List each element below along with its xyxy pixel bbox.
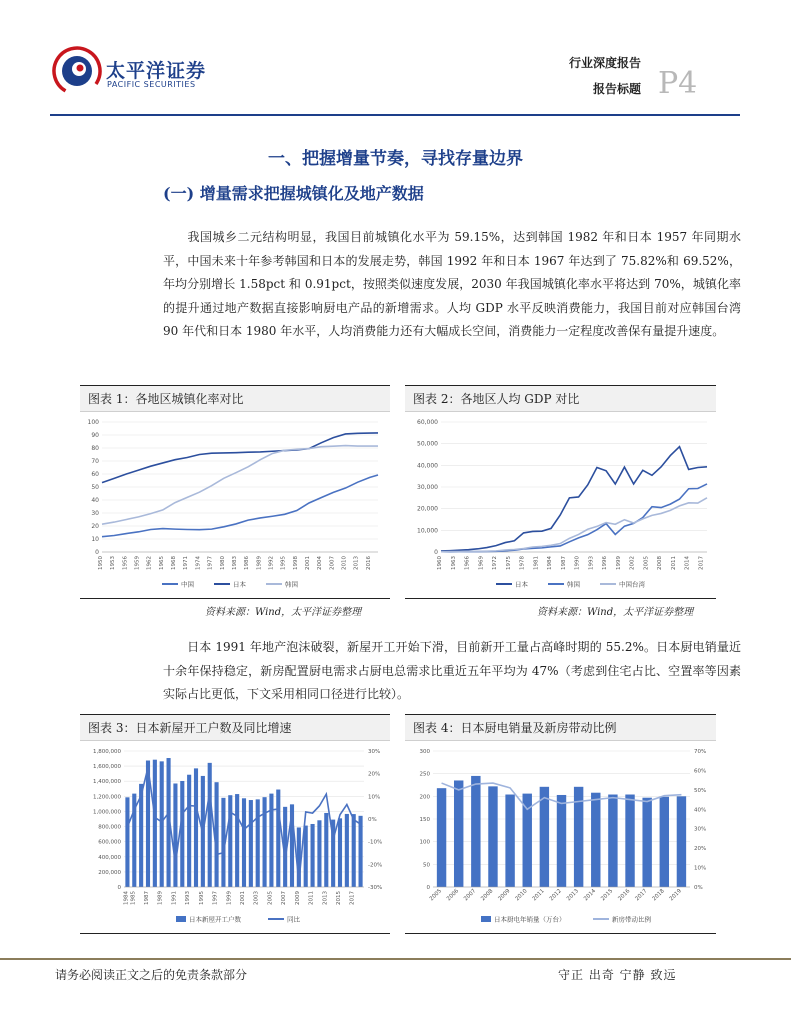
y-left-tick-label: 1,200,000 [93,794,121,801]
y-tick-label: 60,000 [417,419,438,426]
x-tick-label: 1996 [602,556,609,570]
x-tick-label: 1969 [478,556,485,570]
x-tick-label: 2007 [281,891,288,905]
y-tick-label: 0 [434,549,438,556]
x-tick-label: 1995 [280,556,287,570]
x-tick-label: 2005 [267,891,274,905]
x-tick-label: 1991 [171,891,178,905]
y-tick-label: 10,000 [417,527,438,535]
x-tick-label: 2002 [629,556,636,570]
y-left-tick-label: 300 [419,749,430,755]
x-tick-label: 2008 [657,556,664,570]
x-tick-label: 2010 [514,888,529,903]
bar [194,768,198,887]
y-left-tick-label: 600,000 [98,839,121,846]
figure-1-source: 资料来源：Wind，太平洋证券整理 [205,607,362,618]
legend-label: 韩国 [567,580,580,589]
bar [557,795,566,887]
legend-label: 日本 [233,580,246,589]
figure-1 [80,385,390,599]
bar [180,781,184,887]
y-right-tick-label: 20% [368,771,381,778]
bar [311,824,315,887]
y-right-tick-label: 10% [694,865,707,872]
x-tick-label: 2016 [365,556,372,570]
legend-label: 日本 [515,580,528,589]
y-left-tick-label: 150 [419,817,430,823]
bar [125,797,129,887]
x-tick-label: 2013 [565,888,581,903]
x-tick-label: 1993 [588,556,595,570]
x-tick-label: 1990 [574,556,581,570]
y-right-tick-label: 70% [694,749,707,755]
x-tick-label: 2011 [531,888,546,903]
y-right-tick-label: 0% [694,885,703,891]
x-tick-label: 1980 [219,556,226,570]
y-tick-label: 10 [91,536,99,543]
y-right-tick-label: 10% [368,794,381,801]
x-tick-label: 1960 [437,556,443,570]
figure-2 [405,385,716,599]
bar [642,798,651,887]
y-right-tick-label: 30% [368,749,381,755]
x-tick-label: 1992 [268,556,275,570]
x-tick-label: 1984 [123,891,130,905]
subsection-title: (一) 增量需求把握城镇化及地产数据 [163,184,424,203]
x-tick-label: 1981 [533,556,540,570]
bar [256,799,260,887]
x-tick-label: 2011 [308,891,315,905]
y-tick-label: 60 [91,471,99,478]
y-tick-label: 40 [91,497,99,504]
y-tick-label: 50,000 [417,440,438,448]
figure-3 [80,714,390,934]
x-tick-label: 1998 [292,556,299,570]
page-number: P4 [658,66,698,101]
bar [591,793,600,887]
bar [437,788,446,887]
body-paragraph-2 [163,636,741,707]
figure-1-chart [80,412,390,594]
legend-label: 韩国 [285,580,298,589]
y-right-tick-label: 0% [368,817,377,823]
y-right-tick-label: -20% [368,862,383,869]
x-tick-label: 1999 [226,891,233,905]
x-tick-label: 2001 [305,556,311,570]
bar [608,795,617,887]
y-left-tick-label: 0 [426,885,430,891]
x-tick-label: 2001 [240,891,246,905]
x-tick-label: 2013 [322,891,329,905]
x-tick-label: 2014 [684,556,691,570]
y-right-tick-label: 30% [694,826,707,833]
y-tick-label: 50 [91,484,99,491]
x-tick-label: 1983 [231,556,238,570]
series-line [102,433,378,483]
bar [505,795,514,887]
bar [153,760,157,887]
x-tick-label: 2013 [353,556,360,570]
bar [677,796,686,887]
x-tick-label: 1978 [519,556,526,570]
y-right-tick-label: 50% [694,787,707,794]
report-type: 行业深度报告 [568,56,641,70]
x-tick-label: 2007 [329,556,336,570]
bar [249,800,253,887]
legend-label: 同比 [287,915,300,924]
company-logo-icon [52,46,102,96]
x-tick-label: 2011 [670,556,677,570]
y-tick-label: 20 [91,523,99,530]
y-tick-label: 40,000 [417,462,438,470]
company-motto: 守正 出奇 宁静 致远 [558,968,677,982]
x-tick-label: 2003 [253,891,260,905]
bar [471,776,480,887]
bar [488,786,497,887]
legend-label: 日本厨电年销量（万台） [494,915,566,924]
legend-label: 新房带动比例 [612,915,651,924]
x-tick-label: 1959 [134,556,141,570]
x-tick-label: 2019 [668,888,683,903]
figure-4-title: 图表 4：日本厨电销量及新房带动比例 [405,715,716,741]
bar [324,813,328,887]
y-left-tick-label: 1,800,000 [93,749,121,755]
bar [160,761,164,887]
x-tick-label: 1950 [98,556,104,570]
body-paragraph-2-text: 日本 1991 年地产泡沫破裂，新屋开工开始下滑，目前新开工量占高峰时期的 55.2%。日本厨电销量近十余年保持稳定，新房配置厨电需求占厨电总需求比重近五年平均为 47%（考虑到住宅占比、空置率等因素实际占比更低，下文采用相同口径进行比较）。 [163,640,741,702]
x-tick-label: 1968 [171,556,178,570]
disclaimer-note: 请务必阅读正文之后的免责条款部分 [55,968,248,982]
bar [187,775,191,887]
x-tick-label: 1975 [505,556,512,570]
y-tick-label: 30 [91,510,99,517]
y-left-tick-label: 50 [423,862,430,869]
bar [352,814,356,887]
y-left-tick-label: 400,000 [98,854,121,861]
x-tick-label: 1974 [195,556,202,570]
x-tick-label: 2006 [445,888,461,903]
y-tick-label: 90 [91,432,99,439]
bar [338,818,342,887]
x-tick-label: 2009 [497,888,512,903]
x-tick-label: 2012 [548,888,563,903]
footer-divider [0,958,791,960]
y-right-tick-label: 40% [694,807,707,814]
x-tick-label: 2005 [643,556,650,570]
bar [540,787,549,887]
y-tick-label: 100 [87,419,99,426]
bar [173,783,177,887]
bar [625,795,634,887]
x-tick-label: 2017 [349,891,356,905]
x-tick-label: 1965 [158,556,165,570]
y-left-tick-label: 100 [419,839,430,846]
x-tick-label: 1989 [256,556,263,570]
figure-1-title: 图表 1：各地区城镇化率对比 [80,386,390,412]
figure-3-chart [80,741,390,929]
x-tick-label: 2016 [617,888,632,903]
y-left-tick-label: 200,000 [98,869,121,876]
y-left-tick-label: 200 [419,794,430,801]
legend-swatch [481,916,491,922]
legend-swatch [176,916,186,922]
x-tick-label: 1987 [144,891,150,905]
body-paragraph-1 [163,226,741,344]
y-tick-label: 80 [91,445,99,452]
y-right-tick-label: -30% [368,885,383,891]
x-tick-label: 2008 [480,888,495,903]
y-right-tick-label: -10% [368,839,383,846]
x-tick-label: 2004 [317,556,324,570]
x-tick-label: 1986 [244,556,251,570]
x-tick-label: 1972 [492,556,499,570]
report-title-label: 报告标题 [592,82,641,96]
company-name-cn: 太平洋证券 [106,60,207,82]
x-tick-label: 2010 [341,556,348,570]
company-name-en: PACIFIC SECURITIES [107,80,196,89]
x-tick-label: 1953 [110,556,117,570]
figure-2-title: 图表 2：各地区人均 GDP 对比 [405,386,716,412]
y-tick-label: 20,000 [417,505,438,513]
y-left-tick-label: 250 [419,771,430,778]
y-left-tick-label: 800,000 [98,824,121,831]
body-paragraph-1-text: 我国城乡二元结构明显，我国目前城镇化水平为 59.15%，达到韩国 1982 年和日本 1957 年同期水平，中国未来十年参考韩国和日本的发展走势，韩国 1992 年和日本 1967 年达到了 75.82%和 69.52%，年均分别增长 1.58pct 和 0.91pct，按照类似速度发展，2030 年我国城镇化率水平将达到 70%，城镇化率的提升通过地产数据直接影响厨电产品的新增需求。人均 GDP 水平反映消费能力，我国目前对应韩国台湾 90 年代和日本 1980 年水平，人均消费能力还有大幅成长空间，消费能力一定程度改善保有量提升速度。 [163,230,741,339]
x-tick-label: 1997 [212,891,219,905]
legend-label: 中国 [181,580,194,589]
series-line [102,446,378,525]
series-line [441,447,707,551]
figure-2-chart [405,412,716,594]
x-tick-label: 1966 [464,556,471,570]
bar [454,780,463,887]
x-tick-label: 1971 [183,556,190,570]
x-tick-label: 1984 [547,556,554,570]
y-left-tick-label: 0 [117,885,121,891]
x-tick-label: 1989 [157,891,164,905]
x-tick-label: 1963 [450,556,457,570]
x-tick-label: 1995 [198,891,205,905]
y-right-tick-label: 20% [694,846,707,853]
legend-label: 中国台湾 [619,580,645,589]
bar [660,797,669,887]
bar [263,797,267,887]
x-tick-label: 1993 [185,891,192,905]
x-tick-label: 1977 [207,556,214,570]
bar [269,794,273,887]
x-tick-label: 2015 [336,891,342,905]
x-tick-label: 2007 [463,888,478,903]
y-tick-label: 0 [95,549,99,556]
section-title: 一、把握增量节奏，寻找存量边界 [268,149,523,169]
bar [208,763,212,887]
bar [242,798,246,887]
figure-4 [405,714,716,934]
bar [345,814,349,887]
x-tick-label: 2009 [294,891,301,905]
bar [276,790,280,887]
x-tick-label: 1985 [130,891,137,905]
y-left-tick-label: 1,000,000 [93,809,121,816]
x-tick-label: 2014 [583,888,598,903]
bar [235,794,239,887]
header-divider [50,114,740,116]
x-tick-label: 2018 [651,888,666,903]
bar [228,795,232,887]
y-tick-label: 70 [91,458,99,465]
figure-2-source: 资料来源：Wind，太平洋证券整理 [537,607,694,618]
x-tick-label: 2017 [634,888,649,903]
bar [317,820,321,887]
y-left-tick-label: 1,600,000 [93,764,121,771]
x-tick-label: 2017 [698,556,705,570]
y-tick-label: 30,000 [417,484,438,491]
y-left-tick-label: 1,400,000 [93,779,121,786]
x-tick-label: 1987 [560,556,567,570]
bar [359,816,363,887]
x-tick-label: 2015 [600,888,615,903]
x-tick-label: 2005 [428,888,443,903]
figure-4-chart [405,741,716,929]
x-tick-label: 1956 [122,556,129,570]
series-line [441,484,707,552]
legend-label: 日本新屋开工户数 [189,915,241,924]
y-right-tick-label: 60% [694,768,707,775]
x-tick-label: 1999 [615,556,622,570]
series-line [102,475,378,537]
figure-3-title: 图表 3：日本新屋开工户数及同比增速 [80,715,390,741]
x-tick-label: 1962 [146,556,153,570]
